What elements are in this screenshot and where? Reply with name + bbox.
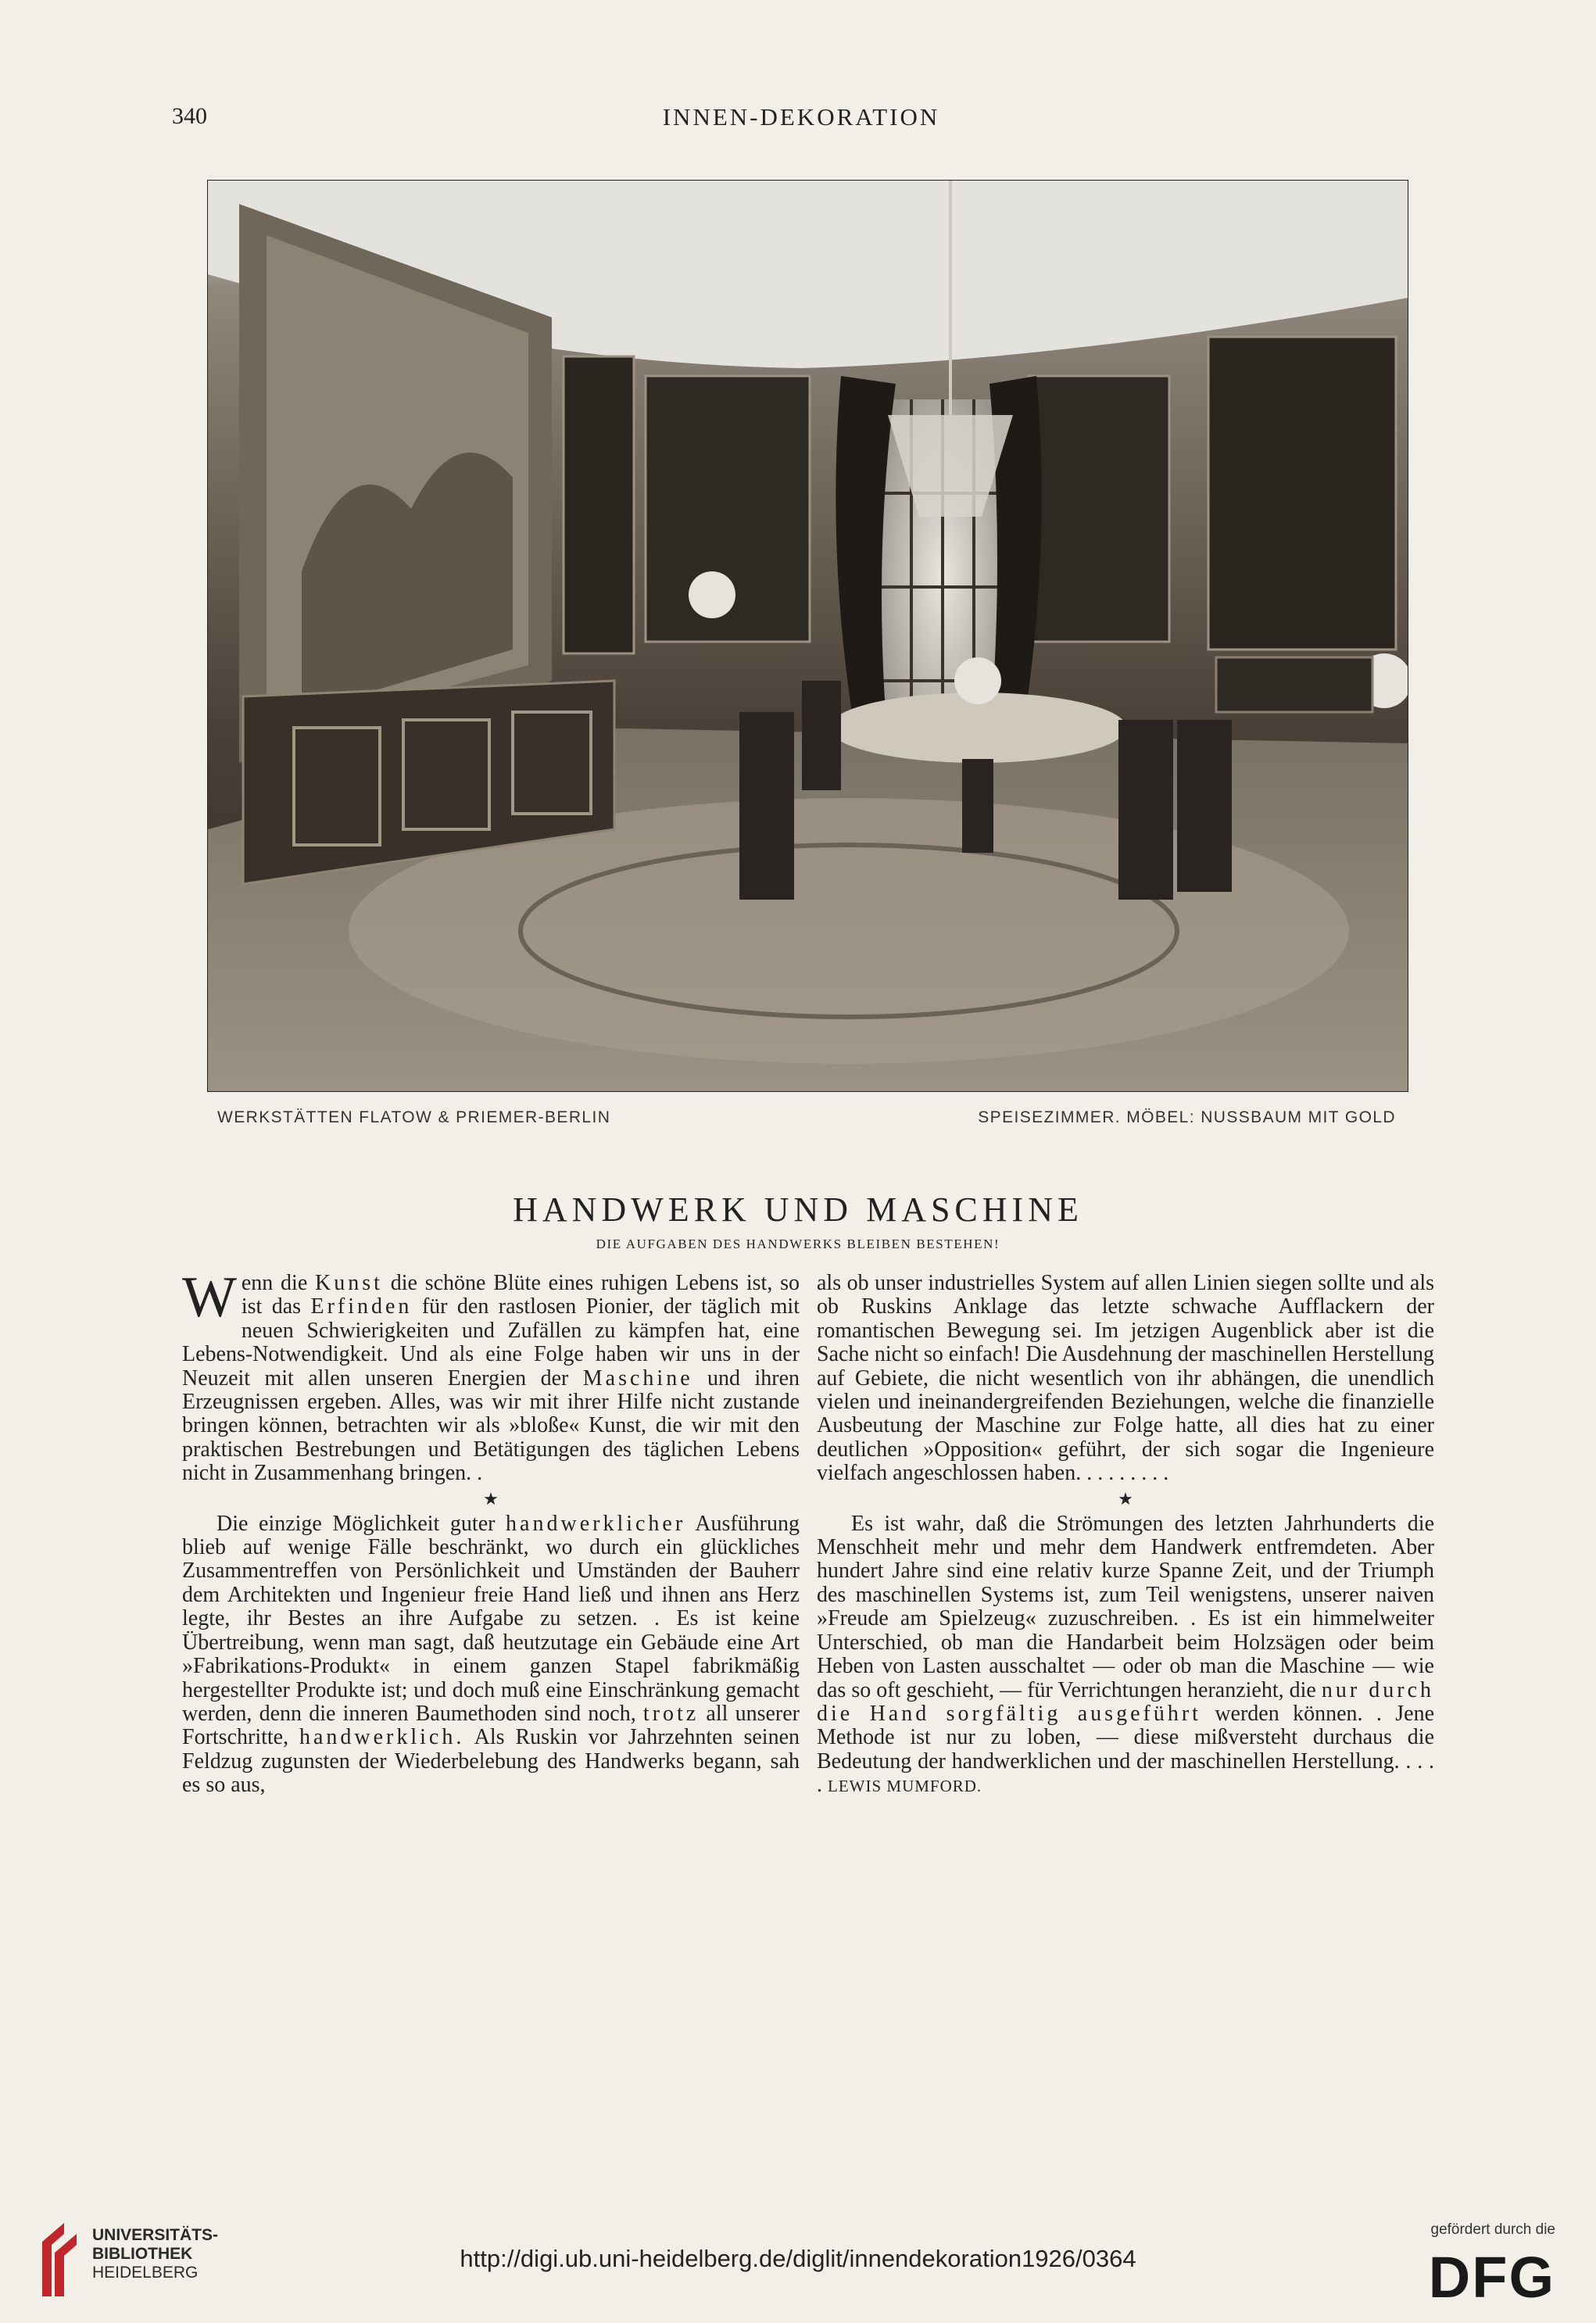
article-subtitle: DIE AUFGABEN DES HANDWERKS BLEIBEN BESTEHEN! [596,1237,1000,1251]
text-run: all unserer Fortschritte, [182,1701,800,1750]
caption-description: SPEISEZIMMER. MÖBEL: NUSSBAUM MIT GOLD [978,1108,1396,1126]
text-run: Die einzige Möglichkeit guter [216,1511,506,1536]
text-run: und ihren Erzeugnissen ergeben. Alles, was wir mit ihrer Hilfe nicht zustande bringen können, betrachten wir als »bloße« Kunst, die wir mit den praktischen Bestrebungen und Betätigungen des täglichen Lebens nicht in Zusammenhang bringen. . [182,1366,800,1486]
article-column-right [817,1272,1434,1799]
drop-cap: W [182,1265,237,1330]
text-run: werden können. . Jene Methode ist nur zu loben, — diese mißversteht durchaus die Bedeutung der handwerklichen und der maschinellen Herstellung. . . . . [817,1701,1434,1798]
paragraph [817,1512,1434,1799]
running-title: INNEN-DEKORATION [662,103,940,131]
spaced-word: handwerklich. [299,1725,465,1750]
photo-caption [217,1108,1396,1132]
page-header [172,103,1430,138]
section-separator: ★ [1118,1488,1133,1509]
spaced-word: trotz [642,1701,700,1726]
spaced-word: handwerklicher [506,1511,686,1536]
spaced-word: Kunst [315,1271,383,1295]
paragraph [182,1512,800,1798]
spaced-word: Maschine [582,1366,693,1391]
digitization-footer [0,2212,1596,2323]
source-url-link[interactable]: http://digi.ub.uni-heidelberg.de/diglit/innendekoration1926/0364 [460,2245,1136,2272]
author-name: LEWIS MUMFORD. [828,1777,982,1796]
section-separator: ★ [483,1488,499,1509]
paragraph [182,1265,800,1486]
dining-room-photo [207,180,1408,1092]
text-run: für den rastlosen Pionier, der täglich mit neuen Schwierigkeiten und Zufällen zu kämpfen hat, eine Lebens-Notwendigkeit. Und als eine Folge haben wir uns in der Neuzeit mit allen unseren Energien der [182,1294,800,1391]
spaced-word: nur durch die Hand sorgfältig ausgeführt [817,1677,1434,1726]
text-run: die schöne Blüte eines ruhigen Lebens ist, so ist das [241,1271,800,1319]
library-name-line: BIBLIOTHEK [92,2245,193,2263]
funded-by-label: gefördert durch die [1430,2221,1555,2238]
dfg-logo: DFG [1428,2245,1555,2310]
article-column-left [182,1265,800,1798]
text-run: Es ist wahr, daß die Strömungen des letzten Jahrhunderts die Menschheit mehr und mehr dem Handwerk entfremdeten. Aber hundert Jahre sind eine relativ kurze Spanne Zeit, und der Triumph des maschinellen Systems ist, zum Teil wenigstens, unserer naiven »Freude am Spielzeug« zuzuschreiben. . Es ist ein himmelweiter Unterschied, ob man die Handarbeit beim Holzsägen oder beim Heben von Lasten ausschaltet — oder ob man die Maschine — wie das so oft geschieht, — für Verrichtungen heranzieht, die [817,1511,1434,1702]
text-run: Als Ruskin vor Jahrzehnten seinen Feldzug zugunsten der Wiederbelebung des Handwerks begann, sah es so aus, [182,1725,800,1798]
text-run: enn die [241,1271,316,1295]
spaced-word: Erfinden [310,1294,413,1319]
library-name-line: UNIVERSITÄTS- [92,2226,219,2244]
photo-illustration [208,181,1408,1091]
article-title: HANDWERK UND MASCHINE [513,1190,1083,1229]
paragraph: als ob unser industrielles System auf allen Linien siegen sollte und als ob Ruskins Anklage das letzte schwache Aufflackern der romantischen Bewegung sei. Im jetzigen Augenblick aber ist die Sache nicht so einfach! Die Ausdehnung der maschinellen Herstellung auf Gebiete, die nicht wesentlich von ihr abhängen, die unendlich vielen und ineinandergreifenden Beziehungen, welche die finanzielle Ausbeutung der Maschine zur Folge hatte, all dies hat zu einer deutlichen »Opposition« geführt, der sich sogar die Ingenieure vielfach angeschlossen haben. . . . . . . . . [817,1271,1434,1486]
page-number: 340 [172,103,207,129]
text-run: Ausführung blieb auf wenige Fälle beschränkt, wo durch ein glückliches Zusammentreffen von Persönlichkeit und Umständen der Bauherr dem Architekten und Ingenieur freie Hand ließ und ihnen ans Herz legte, ihr Bestes an ihre Aufgabe zu setzen. . Es ist keine Übertreibung, wenn man sagt, daß heutzutage ein Gebäude eine Art »Fabrikations-Produkt« in einem ganzen Stapel fabrikmäßig hergestellter Produkte ist; und doch muß eine Einschränkung gemacht werden, denn die inneren Baumethoden sind noch, [182,1511,800,1726]
caption-credit: WERKSTÄTTEN FLATOW & PRIEMER-BERLIN [217,1108,611,1126]
library-name-line: HEIDELBERG [92,2264,199,2282]
